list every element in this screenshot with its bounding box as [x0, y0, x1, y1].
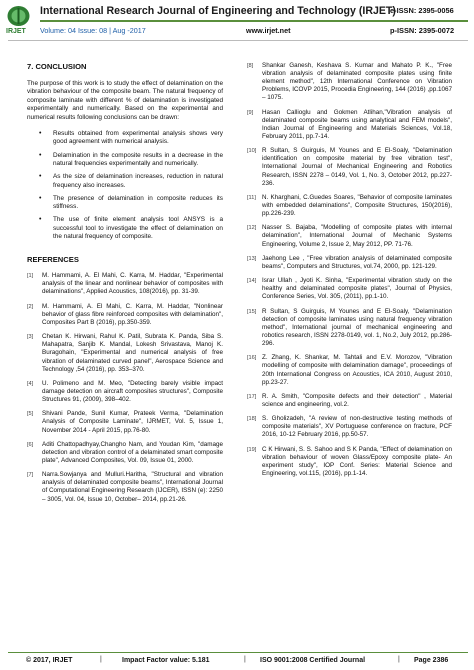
conclusion-bullet	[39, 195, 223, 212]
reference-number: [5]	[27, 411, 34, 418]
volume-issue-line: Volume: 04 Issue: 08 | Aug -2017	[40, 26, 146, 35]
header-divider	[8, 40, 468, 41]
e-issn: e-ISSN: 2395-0056	[390, 6, 454, 15]
footer-iso-certification: ISO 9001:2008 Certified Journal	[260, 657, 366, 664]
bullet-icon: •	[39, 173, 42, 181]
reference-item	[247, 109, 452, 141]
reference-item	[247, 446, 452, 478]
reference-item	[27, 272, 223, 296]
reference-number: [3]	[27, 334, 34, 341]
reference-text: C K Hirwani, S. S. Sahoo and S K Panda, "Effect of delamination on vibration behaviour of woven Glass/Epoxy composite plate- An experiment study", IOP Conf. Series: Material Science and Engineering, vol.115, (2016), pp.1-14.	[262, 445, 452, 477]
reference-number: [18]	[247, 416, 257, 423]
reference-text: U. Polimeno and M. Meo, "Detecting barely visible impact damage detection on aircraft composites structures", Composite Structures 91, (2009), 398–402.	[42, 379, 223, 404]
bullet-icon: •	[39, 130, 42, 138]
left-column	[27, 62, 223, 510]
reference-number: [14]	[247, 278, 257, 285]
reference-item	[247, 62, 452, 102]
conclusion-bullet	[39, 130, 223, 147]
bullet-text: The presence of delamination in composite reduces its stiffness.	[53, 194, 223, 211]
reference-item	[247, 224, 452, 248]
reference-number: [19]	[247, 446, 257, 453]
reference-item	[247, 393, 452, 409]
footer-separator: |	[244, 656, 246, 663]
reference-item	[247, 308, 452, 348]
conclusion-bullet-list	[39, 130, 223, 241]
reference-text: Aditi Chattopadhyay,Changho Nam, and Youdan Kim, "damage detection and vibration control of a delaminated smart composite plate", Advanced Composites, Vol. 09, Issue 01, 2000.	[42, 440, 223, 465]
reference-number: [2]	[27, 303, 34, 310]
reference-item	[247, 147, 452, 187]
reference-text: R Sultan, S Guirguis, M Younes and E El-Soaly, "Delamination detection of composite laminates using natural frequency vibration method", International journal of mechanical engineering and robotics research, ISSN 2278-0149, vol. 1, No.2, July 2012, pp.286-296.	[262, 307, 452, 348]
footer-page-number: Page 2386	[414, 657, 449, 664]
conclusion-bullet	[39, 216, 223, 241]
reference-item	[247, 255, 452, 271]
header-rule	[40, 20, 468, 22]
reference-text: M. Hammami, A. El Mahi, C. Karra, M. Haddar, "Experimental analysis of the linear and nonlinear behavior of composites with delaminations", Applied Acoustics, 108(2016), pp. 31-39.	[42, 272, 223, 296]
conclusion-heading: 7. CONCLUSION	[27, 62, 87, 71]
reference-number: [15]	[247, 308, 257, 315]
p-issn: p-ISSN: 2395-0072	[390, 26, 455, 35]
bullet-text: Delamination in the composite results in a decrease in the natural frequencies experimentally and numerically.	[53, 151, 223, 167]
reference-number: [8]	[247, 63, 254, 69]
conclusion-paragraph: The purpose of this work is to study the effect of delamination on the vibration behaviour of the composite beam. The natural frequency of composite laminate with different % of delamination is investigated experimentally and numerically. Based on the experimental and numerical results following conclusions can be drawn:	[27, 80, 223, 121]
journal-header	[0, 0, 474, 46]
reference-text: Nasser S. Bajaba, "Modelling of composite plates with internal delamination", International Journal of Mechanic Systems Engineering, Volume 2, Issue 2, May 2012, PP. 71-76.	[262, 224, 452, 248]
reference-text: R. A. Smith, "Composite defects and their detection" , Material science and engineering, vol.2.	[262, 392, 452, 408]
bullet-icon: •	[39, 151, 42, 159]
conclusion-bullet	[39, 152, 223, 169]
page-footer	[0, 652, 474, 670]
reference-item	[27, 333, 223, 373]
reference-text: Z. Zhang, K. Shankar, M. Tahtali and E.V. Morozov, "Vibration modelling of composite with delamination damage", proceedings of 20th International Congress on Acoustics, ICA 2010, August 2010, pp.23-27.	[262, 354, 452, 386]
reference-item	[27, 380, 223, 404]
reference-text: Hasan Callioglu and Gokmen Atlihan,"Vibration analysis of delaminated composite beams using analytical and FEM models", Indian Journal of Engineering and Materials Sciences, Vol.18, February 2011, pp.7-14.	[262, 108, 452, 140]
reference-text: Narra.Sowjanya and Mulluri.Haritha, "Structural and vibration analysis of delaminated composite beams", International Journal of Computational Engineering Research (IJCER), ISSN (e): 2250 – 3005, Vol. 04, Issue 10, October– 2014, pp.21-26.	[42, 471, 223, 503]
reference-item	[247, 277, 452, 301]
journal-title: International Research Journal of Engineering and Technology (IRJET)	[40, 5, 396, 17]
logo-text: IRJET	[6, 28, 26, 35]
reference-text: Shankar Ganesh, Keshava S. Kumar and Mahato P. K., "Free vibration analysis of delaminated composite plates using finite element method", 12th International Conference on Vibration Problems, ICOVP 2015, Procedia Engineering, 144 (2016) ,pp.1067 – 1075.	[262, 62, 452, 102]
bullet-icon: •	[39, 194, 42, 202]
reference-item	[247, 194, 452, 218]
reference-text: M. Hammami, A. El Mahi, C. Karra, M. Haddar, "Nonlinear behavior of glass fibre reinforced composites with delamination", Composites Part B (2016), pp.350-359.	[42, 302, 223, 326]
bullet-text: As the size of delamination increases, reduction in natural frequency also increases.	[53, 173, 223, 189]
reference-number: [1]	[27, 273, 34, 280]
bullet-text: The use of finite element analysis tool ANSYS is a successful tool to investigate the effect of delamination on the natural frequency of composite.	[53, 216, 223, 240]
reference-number: [13]	[247, 255, 257, 262]
reference-item	[27, 410, 223, 434]
reference-number: [11]	[247, 194, 256, 201]
reference-number: [4]	[27, 380, 34, 387]
bullet-icon: •	[39, 216, 42, 224]
footer-separator: |	[398, 656, 400, 663]
reference-number: [17]	[247, 393, 257, 400]
reference-text: Chetan K. Hirwani, Rahul K. Patil, Subrata K. Panda, Siba S. Mahapatra, Sanjib K. Mandal, Lokesh Srivastava, Manoj K. Buragohain, "Experimental and numerical analysis of free vibration of delaminated curved panel", Aerospace Science and Technology ,54 (2016), pp. 353–370.	[42, 333, 223, 373]
conclusion-bullet	[39, 173, 223, 190]
footer-impact-factor: Impact Factor value: 5.181	[122, 657, 210, 664]
footer-copyright: © 2017, IRJET	[26, 657, 73, 664]
reference-item	[247, 354, 452, 386]
reference-number: [7]	[27, 472, 34, 479]
footer-separator: |	[100, 656, 102, 663]
reference-item	[27, 303, 223, 327]
reference-text: Jaehong Lee , "Free vibration analysis of delaminated composite beams", Computers and Structures, vol.74, 2000, pp. 121-129.	[262, 254, 452, 270]
reference-number: [9]	[247, 109, 254, 116]
reference-text: Israr Ullah , Jyoti K. Sinha, "Experimental vibration study on the healthy and delaminated composite plates", Journal of Physics, Conference Series, Vol. 305, (2011), pp.1-10.	[262, 277, 452, 301]
journal-website-link[interactable]: www.irjet.net	[246, 26, 291, 35]
references-heading: REFERENCES	[27, 255, 79, 265]
reference-number: [6]	[27, 441, 34, 448]
reference-text: Shivani Pande, Sunil Kumar, Prateek Verma, "Delamination Analysis of Composite Laminate", IJRMET, Vol. 5, Issue 1, November 2014 - April 2015, pp.76-80.	[42, 410, 223, 434]
reference-number: [10]	[247, 148, 257, 155]
irjet-logo	[5, 4, 32, 38]
reference-item	[27, 441, 223, 465]
bullet-text: Results obtained from experimental analysis shows very good agreement with numerical analysis.	[53, 130, 223, 146]
reference-item	[27, 471, 223, 503]
reference-text: N. Kharghani, C.Guedes Soares, "Behavior of composite laminates with embedded delaminations", Composite Structures, 150(2016), pp.226-239.	[262, 193, 452, 218]
right-column	[247, 62, 452, 484]
reference-number: [16]	[247, 355, 257, 362]
reference-item	[247, 415, 452, 439]
reference-text: R Sultan, S Guirguis, M Younes and E El-Soaly, "Delamination identification on composite material by free vibration test", International Journal of Mechanical Engineering and Robotics Research, ISSN 2278 – 0149, Vol. 1, No. 3, October 2012, pp.227-236.	[262, 147, 452, 187]
reference-number: [12]	[247, 225, 257, 232]
footer-rule	[8, 652, 468, 653]
reference-text: S. Gholizadeh, "A review of non-destructive testing methods of composite materials", XV Portuguese conference on fracture, PCF 2016, 10-12 February 2016, pp.50-57.	[262, 415, 452, 439]
